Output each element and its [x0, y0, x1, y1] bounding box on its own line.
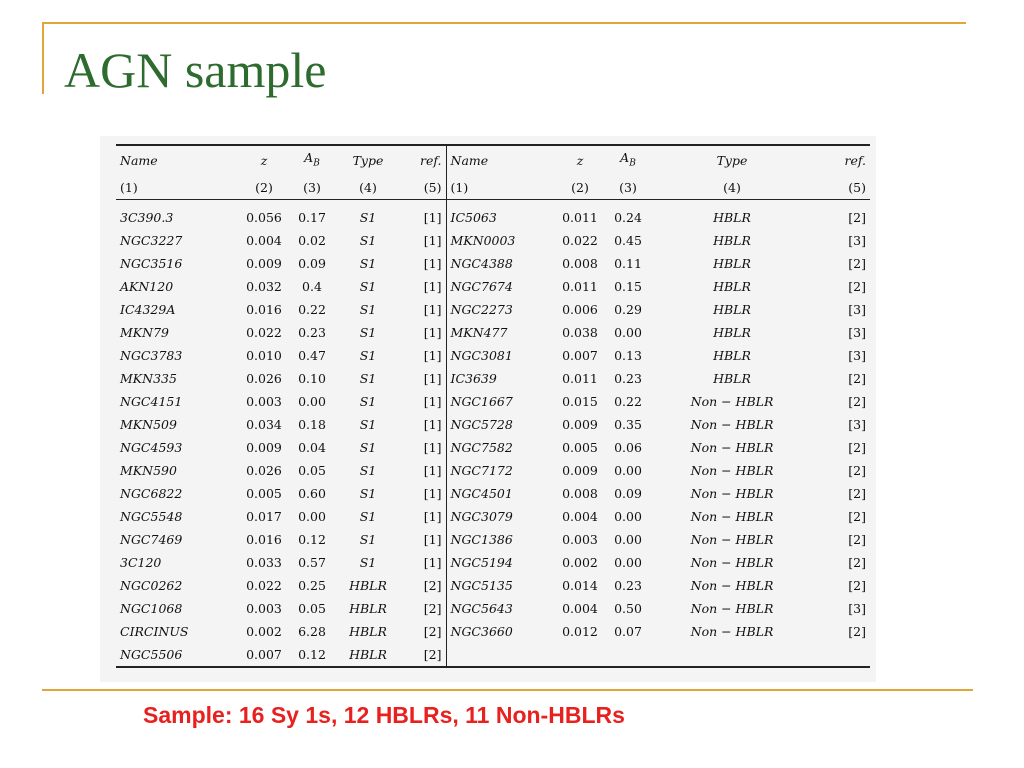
agn-sample-table [116, 146, 870, 666]
table-row [116, 551, 870, 574]
cell-name: MKN335 [120, 370, 177, 386]
cell-ref: [1] [423, 416, 442, 432]
cell-redshift: 0.011 [562, 370, 598, 386]
cell-redshift: 0.002 [246, 623, 282, 639]
cell-type: S1 [359, 439, 377, 455]
cell-extinction: 0.12 [298, 531, 326, 547]
cell-name: IC4329A [120, 301, 176, 317]
cell-ref: [2] [848, 255, 866, 271]
table-row [116, 390, 870, 413]
cell-redshift: 0.007 [246, 646, 282, 662]
cell-type: HBLR [349, 623, 387, 639]
cell-redshift: 0.026 [246, 370, 282, 386]
cell-type [650, 643, 814, 666]
cell-ref: [1] [423, 508, 442, 524]
cell-extinction: 0.12 [298, 646, 326, 662]
cell-type: Non − HBLR [690, 485, 774, 501]
cell-name: NGC6822 [120, 485, 183, 501]
table-row [116, 298, 870, 321]
col-z-number: (2) [255, 179, 273, 195]
cell-ref: [1] [423, 531, 442, 547]
table-row [116, 436, 870, 459]
cell-extinction: 0.05 [298, 600, 326, 616]
cell-name: MKN79 [120, 324, 169, 340]
cell-extinction: 0.13 [614, 347, 642, 363]
agn-table-wrap [116, 144, 870, 668]
cell-extinction: 0.57 [298, 554, 326, 570]
left-accent-rule [42, 22, 44, 94]
cell-redshift: 0.004 [562, 600, 598, 616]
cell-ref: [2] [423, 623, 442, 639]
table-bottom-rule [116, 666, 870, 668]
col-name-header: Name [120, 153, 158, 169]
cell-type: Non − HBLR [690, 577, 774, 593]
cell-redshift: 0.010 [246, 347, 282, 363]
cell-ref: [1] [423, 393, 442, 409]
cell-type: HBLR [713, 255, 751, 271]
cell-redshift: 0.003 [562, 531, 598, 547]
cell-type: HBLR [349, 600, 387, 616]
cell-redshift: 0.006 [562, 301, 598, 317]
cell-ref: [1] [423, 232, 442, 248]
col-ref-number: (5) [423, 179, 442, 195]
cell-extinction: 0.00 [614, 508, 642, 524]
cell-type: S1 [359, 324, 377, 340]
cell-type: S1 [359, 370, 377, 386]
cell-name: NGC4593 [120, 439, 183, 455]
cell-name: IC5063 [446, 206, 554, 229]
cell-redshift: 0.034 [246, 416, 282, 432]
table-row [116, 597, 870, 620]
cell-extinction: 0.04 [298, 439, 326, 455]
cell-name: NGC3079 [446, 505, 554, 528]
table-row [116, 321, 870, 344]
table-row [116, 482, 870, 505]
cell-redshift: 0.009 [246, 439, 282, 455]
cell-extinction: 0.02 [298, 232, 326, 248]
col-name-number: (1) [446, 176, 554, 200]
cell-extinction: 0.00 [614, 324, 642, 340]
cell-name: 3C390.3 [120, 209, 174, 225]
cell-name: 3C120 [120, 554, 162, 570]
col-ref-header: ref. [844, 153, 866, 169]
cell-name: NGC3660 [446, 620, 554, 643]
cell-redshift: 0.004 [562, 508, 598, 524]
cell-ref: [3] [848, 324, 866, 340]
agn-table-image [100, 136, 876, 682]
cell-extinction [606, 643, 650, 666]
header-row-names [116, 146, 870, 176]
cell-extinction: 0.22 [298, 301, 326, 317]
cell-type: S1 [359, 278, 377, 294]
cell-name: NGC7674 [446, 275, 554, 298]
col-ab-number: (3) [619, 179, 637, 195]
cell-ref [814, 643, 870, 666]
cell-ref: [2] [848, 531, 866, 547]
cell-type: HBLR [713, 301, 751, 317]
cell-name: AKN120 [120, 278, 174, 294]
cell-ref: [2] [848, 278, 866, 294]
cell-extinction: 0.23 [614, 370, 642, 386]
table-row [116, 505, 870, 528]
cell-redshift: 0.017 [246, 508, 282, 524]
table-row [116, 413, 870, 436]
cell-name [446, 643, 554, 666]
cell-redshift: 0.007 [562, 347, 598, 363]
cell-name: NGC3783 [120, 347, 183, 363]
cell-ref: [2] [848, 393, 866, 409]
cell-redshift: 0.005 [562, 439, 598, 455]
cell-redshift: 0.015 [562, 393, 598, 409]
cell-ref: [1] [423, 462, 442, 478]
cell-redshift: 0.033 [246, 554, 282, 570]
cell-redshift: 0.003 [246, 600, 282, 616]
cell-type: HBLR [713, 278, 751, 294]
cell-type: HBLR [713, 347, 751, 363]
cell-ref: [2] [848, 370, 866, 386]
table-row [116, 252, 870, 275]
cell-redshift: 0.009 [562, 462, 598, 478]
cell-redshift: 0.009 [562, 416, 598, 432]
cell-extinction: 0.00 [298, 508, 326, 524]
cell-ref: [2] [848, 485, 866, 501]
cell-ref: [1] [423, 301, 442, 317]
cell-extinction: 0.23 [298, 324, 326, 340]
cell-name: NGC5135 [446, 574, 554, 597]
cell-ref: [2] [848, 439, 866, 455]
cell-ref: [1] [423, 347, 442, 363]
cell-redshift: 0.012 [562, 623, 598, 639]
cell-type: S1 [359, 209, 377, 225]
cell-type: Non − HBLR [690, 416, 774, 432]
cell-name: MKN590 [120, 462, 177, 478]
cell-ref: [1] [423, 324, 442, 340]
cell-redshift: 0.008 [562, 485, 598, 501]
col-z-header: z [260, 153, 268, 169]
cell-type: S1 [359, 393, 377, 409]
cell-redshift [554, 643, 606, 666]
cell-extinction: 0.00 [614, 462, 642, 478]
cell-redshift: 0.022 [246, 324, 282, 340]
cell-ref: [2] [848, 508, 866, 524]
cell-name: NGC5194 [446, 551, 554, 574]
col-ref-number: (5) [848, 179, 866, 195]
cell-name: NGC0262 [120, 577, 183, 593]
cell-name: NGC7582 [446, 436, 554, 459]
col-ref-header: ref. [419, 153, 442, 169]
cell-ref: [3] [848, 347, 866, 363]
cell-ref: [3] [848, 416, 866, 432]
cell-name: NGC7172 [446, 459, 554, 482]
cell-type: S1 [359, 416, 377, 432]
cell-type: S1 [359, 462, 377, 478]
cell-ref: [3] [848, 600, 866, 616]
cell-type: S1 [359, 347, 377, 363]
cell-ref: [3] [848, 301, 866, 317]
cell-ref: [1] [423, 209, 442, 225]
cell-extinction: 0.35 [614, 416, 642, 432]
col-type-number: (4) [723, 179, 741, 195]
cell-extinction: 6.28 [298, 623, 326, 639]
cell-name: NGC7469 [120, 531, 183, 547]
cell-name: MKN477 [446, 321, 554, 344]
table-row [116, 206, 870, 229]
cell-name: CIRCINUS [120, 623, 189, 639]
cell-extinction: 0.50 [614, 600, 642, 616]
cell-ref: [2] [848, 577, 866, 593]
cell-type: Non − HBLR [690, 462, 774, 478]
table-row [116, 620, 870, 643]
cell-name: NGC3227 [120, 232, 183, 248]
cell-extinction: 0.17 [298, 209, 326, 225]
cell-type: HBLR [713, 370, 751, 386]
cell-type: HBLR [713, 232, 751, 248]
cell-name: MKN0003 [446, 229, 554, 252]
cell-ref: [2] [423, 600, 442, 616]
table-row [116, 344, 870, 367]
cell-type: S1 [359, 554, 377, 570]
cell-extinction: 0.60 [298, 485, 326, 501]
cell-name: NGC4501 [446, 482, 554, 505]
cell-extinction: 0.10 [298, 370, 326, 386]
cell-name: NGC5506 [120, 646, 183, 662]
col-name-header: Name [446, 146, 554, 176]
cell-type: S1 [359, 255, 377, 271]
table-row [116, 275, 870, 298]
cell-extinction: 0.00 [298, 393, 326, 409]
cell-type: HBLR [713, 324, 751, 340]
cell-ref: [1] [423, 278, 442, 294]
cell-type: Non − HBLR [690, 508, 774, 524]
table-row [116, 643, 870, 666]
table-row [116, 367, 870, 390]
cell-ref: [1] [423, 370, 442, 386]
cell-redshift: 0.011 [562, 278, 598, 294]
cell-ref: [1] [423, 255, 442, 271]
cell-ref: [2] [848, 209, 866, 225]
cell-type: HBLR [349, 577, 387, 593]
cell-redshift: 0.009 [246, 255, 282, 271]
cell-redshift: 0.022 [562, 232, 598, 248]
cell-type: S1 [359, 485, 377, 501]
cell-redshift: 0.026 [246, 462, 282, 478]
table-body [116, 199, 870, 666]
cell-extinction: 0.00 [614, 554, 642, 570]
cell-extinction: 0.09 [614, 485, 642, 501]
cell-ref: [2] [423, 646, 442, 662]
cell-name: NGC3081 [446, 344, 554, 367]
col-ab-header: $A_B$ [304, 150, 320, 169]
cell-ref: [2] [848, 462, 866, 478]
cell-extinction: 0.29 [614, 301, 642, 317]
cell-extinction: 0.18 [298, 416, 326, 432]
cell-redshift: 0.032 [246, 278, 282, 294]
cell-ref: [3] [848, 232, 866, 248]
cell-type: Non − HBLR [690, 554, 774, 570]
cell-name: MKN509 [120, 416, 177, 432]
cell-ref: [1] [423, 439, 442, 455]
col-z-number: (2) [571, 179, 589, 195]
cell-extinction: 0.23 [614, 577, 642, 593]
cell-name: NGC1068 [120, 600, 183, 616]
cell-extinction: 0.47 [298, 347, 326, 363]
cell-type: S1 [359, 301, 377, 317]
cell-redshift: 0.014 [562, 577, 598, 593]
col-z-header: z [576, 153, 584, 169]
cell-type: Non − HBLR [690, 623, 774, 639]
col-name-number: (1) [120, 179, 138, 195]
cell-type: Non − HBLR [690, 439, 774, 455]
cell-type: Non − HBLR [690, 393, 774, 409]
cell-name: NGC4151 [120, 393, 183, 409]
top-accent-rule [42, 22, 966, 24]
cell-ref: [2] [848, 623, 866, 639]
col-type-number: (4) [359, 179, 377, 195]
cell-extinction: 0.24 [614, 209, 642, 225]
cell-extinction: 0.06 [614, 439, 642, 455]
cell-name: NGC3516 [120, 255, 183, 271]
cell-name: NGC4388 [446, 252, 554, 275]
header-row-numbers [116, 176, 870, 200]
cell-type: HBLR [349, 646, 387, 662]
cell-name: NGC1667 [446, 390, 554, 413]
cell-name: NGC5728 [446, 413, 554, 436]
col-type-header: Type [716, 153, 748, 169]
col-ab-header: $A_B$ [620, 150, 636, 169]
cell-redshift: 0.022 [246, 577, 282, 593]
cell-extinction: 0.15 [614, 278, 642, 294]
bottom-accent-rule [42, 689, 973, 691]
cell-extinction: 0.4 [302, 278, 322, 294]
cell-extinction: 0.45 [614, 232, 642, 248]
cell-type: Non − HBLR [690, 531, 774, 547]
cell-name: IC3639 [446, 367, 554, 390]
cell-name: NGC5548 [120, 508, 183, 524]
cell-extinction: 0.11 [614, 255, 642, 271]
cell-ref: [2] [848, 554, 866, 570]
table-row [116, 528, 870, 551]
cell-redshift: 0.056 [246, 209, 282, 225]
col-ab-number: (3) [303, 179, 321, 195]
cell-name: NGC2273 [446, 298, 554, 321]
cell-redshift: 0.005 [246, 485, 282, 501]
table-row [116, 459, 870, 482]
table-row [116, 229, 870, 252]
cell-type: S1 [359, 531, 377, 547]
cell-redshift: 0.016 [246, 531, 282, 547]
cell-extinction: 0.00 [614, 531, 642, 547]
cell-ref: [2] [423, 577, 442, 593]
cell-redshift: 0.008 [562, 255, 598, 271]
cell-type: Non − HBLR [690, 600, 774, 616]
cell-redshift: 0.011 [562, 209, 598, 225]
cell-type: S1 [359, 508, 377, 524]
table-row [116, 574, 870, 597]
cell-extinction: 0.05 [298, 462, 326, 478]
cell-redshift: 0.038 [562, 324, 598, 340]
cell-extinction: 0.07 [614, 623, 642, 639]
cell-extinction: 0.09 [298, 255, 326, 271]
cell-extinction: 0.22 [614, 393, 642, 409]
cell-name: NGC1386 [446, 528, 554, 551]
cell-redshift: 0.016 [246, 301, 282, 317]
cell-name: NGC5643 [446, 597, 554, 620]
slide-title: AGN sample [64, 42, 327, 98]
sample-summary-caption: Sample: 16 Sy 1s, 12 HBLRs, 11 Non-HBLRs [143, 702, 625, 728]
col-type-header: Type [352, 153, 384, 169]
cell-ref: [1] [423, 485, 442, 501]
cell-extinction: 0.25 [298, 577, 326, 593]
cell-type: S1 [359, 232, 377, 248]
cell-redshift: 0.004 [246, 232, 282, 248]
cell-redshift: 0.002 [562, 554, 598, 570]
cell-ref: [1] [423, 554, 442, 570]
cell-redshift: 0.003 [246, 393, 282, 409]
cell-type: HBLR [713, 209, 751, 225]
